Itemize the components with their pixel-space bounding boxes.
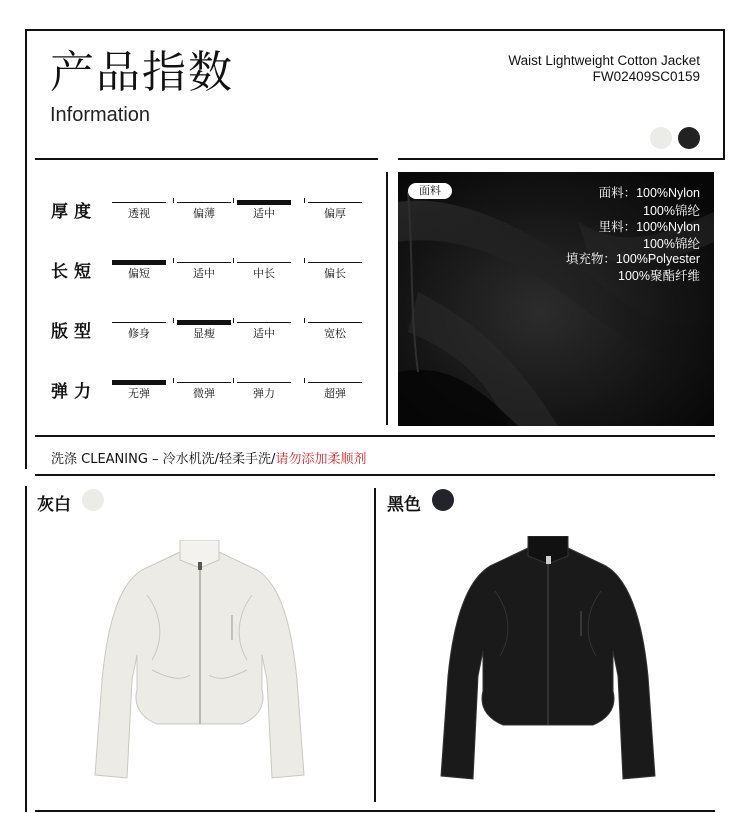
swatch-black xyxy=(678,127,700,149)
frame-right-line xyxy=(723,29,725,160)
index-segment xyxy=(308,382,362,383)
fabric-line: 里料：100%Nylon xyxy=(598,220,700,234)
index-tick xyxy=(304,378,305,383)
offwhite-jacket-image xyxy=(92,540,307,785)
index-label: 长短 xyxy=(51,262,97,282)
divider-cleaning-bottom xyxy=(35,474,715,476)
index-segment xyxy=(308,322,362,323)
fabric-tag: 面料 xyxy=(408,183,452,199)
index-option: 无弹 xyxy=(128,387,150,400)
index-option: 偏薄 xyxy=(193,207,215,220)
page-subtitle: Information xyxy=(50,104,151,126)
index-segment xyxy=(177,382,231,383)
color-name-black: 黑色 xyxy=(387,495,421,515)
index-tick xyxy=(233,198,234,203)
index-option: 适中 xyxy=(193,267,215,280)
index-option: 中长 xyxy=(253,267,275,280)
index-segment xyxy=(237,322,291,323)
index-segment xyxy=(112,202,166,203)
index-tick xyxy=(233,258,234,263)
fabric-line: 100%聚酯纤维 xyxy=(618,269,700,283)
frame-top-line xyxy=(25,29,725,31)
page-title: 产品指数 xyxy=(50,47,234,98)
index-option: 修身 xyxy=(128,327,150,340)
index-label: 版型 xyxy=(51,322,97,342)
fabric-photo xyxy=(398,172,714,426)
index-tick xyxy=(304,258,305,263)
index-option: 偏短 xyxy=(128,267,150,280)
divider-cleaning-top xyxy=(35,435,715,437)
index-option: 弹力 xyxy=(253,387,275,400)
fabric-line: 面料：100%Nylon xyxy=(598,186,700,200)
product-name: Waist Lightweight Cotton Jacket xyxy=(508,53,700,68)
color-name-offwhite: 灰白 xyxy=(37,495,71,515)
index-segment xyxy=(177,202,231,203)
index-divider xyxy=(386,172,388,425)
index-option: 微弹 xyxy=(193,387,215,400)
index-option: 超弹 xyxy=(324,387,346,400)
index-segment xyxy=(177,262,231,263)
fabric-line: 填充物：100%Polyester xyxy=(565,252,700,266)
frame-left-line-lower xyxy=(25,486,27,812)
index-tick xyxy=(304,318,305,323)
cleaning-warning: 请勿添加柔顺剂 xyxy=(275,452,367,467)
index-option: 偏厚 xyxy=(324,207,346,220)
product-code: FW02409SC0159 xyxy=(592,69,700,84)
index-tick xyxy=(233,318,234,323)
frame-bottom-line xyxy=(35,810,715,812)
index-option: 显瘦 xyxy=(193,327,215,340)
index-segment xyxy=(237,382,291,383)
index-tick xyxy=(233,378,234,383)
cleaning-text: 洗涤 CLEANING – 冷水机洗/轻柔手洗/ xyxy=(51,452,276,467)
index-tick xyxy=(173,258,174,263)
index-option: 适中 xyxy=(253,207,275,220)
index-option: 适中 xyxy=(253,327,275,340)
fabric-line: 100%锦纶 xyxy=(643,237,700,251)
index-tick xyxy=(173,318,174,323)
index-segment xyxy=(237,262,291,263)
black-jacket-image xyxy=(438,536,658,786)
color-swatch-black xyxy=(432,489,454,511)
index-segment xyxy=(308,262,362,263)
cleaning-instructions xyxy=(51,448,366,467)
index-label: 厚度 xyxy=(51,202,97,222)
index-tick xyxy=(173,198,174,203)
divider-left xyxy=(35,158,378,160)
index-segment xyxy=(112,322,166,323)
swatch-offwhite xyxy=(650,127,672,149)
divider-right xyxy=(398,158,724,160)
index-tick xyxy=(173,378,174,383)
frame-left-line xyxy=(25,29,27,469)
colors-divider xyxy=(374,488,376,802)
index-tick xyxy=(304,198,305,203)
index-option: 透视 xyxy=(128,207,150,220)
index-option: 偏长 xyxy=(324,267,346,280)
index-label: 弹力 xyxy=(51,382,97,402)
color-swatch-offwhite xyxy=(82,489,104,511)
index-segment xyxy=(308,202,362,203)
fabric-line: 100%锦纶 xyxy=(643,204,700,218)
index-option: 宽松 xyxy=(324,327,346,340)
